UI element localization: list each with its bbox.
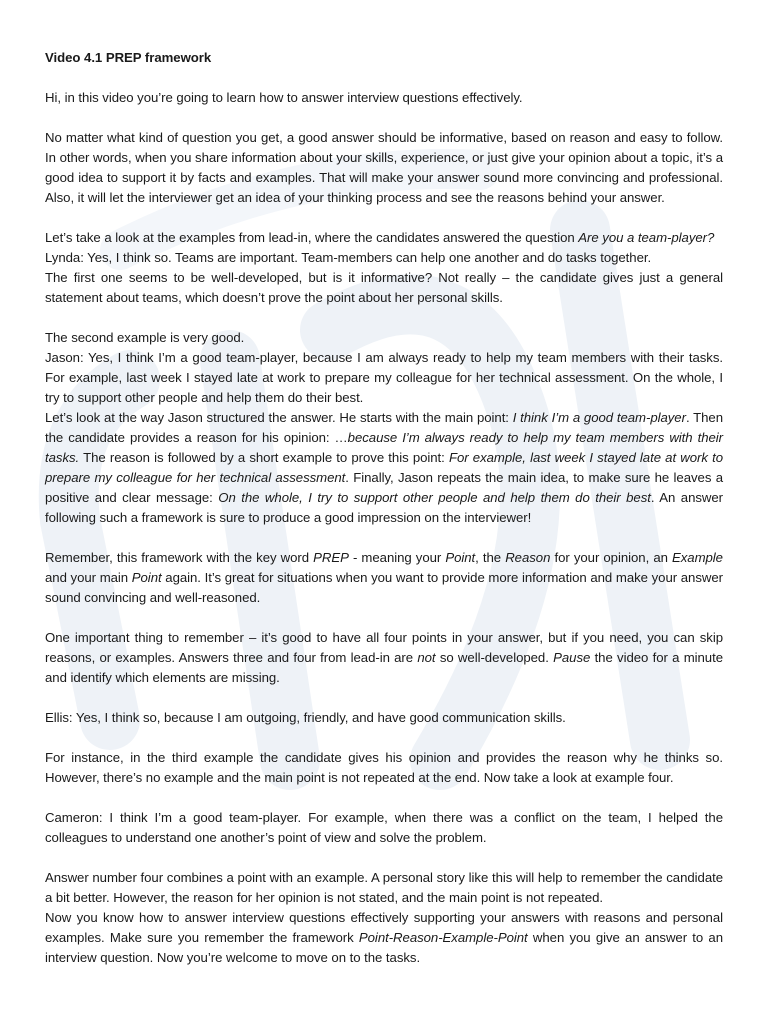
examples-intro-paragraph: Let’s take a look at the examples from lead-in, where the candidates answered the question Are you a team-player? — [45, 230, 715, 245]
fourth-example-analysis: Answer number four combines a point with an example. A personal story like this will help to remember the candidate a bit better. However, the reason for her opinion is not stated, and the main point is not repeated. — [45, 870, 723, 905]
intro-paragraph: Hi, in this video you’re going to learn how to answer interview questions effectively. — [45, 90, 523, 105]
good-answer-paragraph: No matter what kind of question you get, a good answer should be informative, based on reason and easy to follow. In other words, when you share information about your skills, experience, or just give your opinion about a topic, it’s a good idea to support it by facts and examples. That will make your answer sound more convincing and professional. Also, it will let the interviewer get an idea of your thinking process and see the reasons behind your answer. — [45, 130, 723, 205]
closing-paragraph: Now you know how to answer interview questions effectively supporting your answers with reasons and personal examples. Make sure you remember the framework Point-Reason-Example-Point when you give an answer to an interview question. Now you’re welcome to move on to the tasks. — [45, 910, 723, 965]
third-example-analysis: For instance, in the third example the candidate gives his opinion and provides the reason why he thinks so. However, there’s no example and the main point is not repeated at the end. Now take a look at example four. — [45, 750, 723, 785]
ellis-answer: Ellis: Yes, I think so, because I am outgoing, friendly, and have good communication skills. — [45, 710, 566, 725]
prep-definition-paragraph: Remember, this framework with the key word PREP - meaning your Point, the Reason for your opinion, an Example and your main Point again. It’s great for situations when you want to provide more information and make your answer sound convincing and well-reasoned. — [45, 550, 723, 605]
lynda-answer: Lynda: Yes, I think so. Teams are important. Team-members can help one another and do tasks together. — [45, 250, 652, 265]
cameron-answer: Cameron: I think I’m a good team-player. For example, when there was a conflict on the team, I helped the colleagues to understand one another’s point of view and solve the problem. — [45, 810, 723, 845]
skip-elements-paragraph: One important thing to remember – it’s good to have all four points in your answer, but if you need, you can skip reasons, or examples. Answers three and four from lead-in are not so well-developed. Pause the video for a minute and identify which elements are missing. — [45, 630, 723, 685]
jason-structure-analysis: Let’s look at the way Jason structured the answer. He starts with the main point: I think I’m a good team-player. Then the candidate provides a reason for his opinion: …because I’m always ready to help my team members with their tasks. The reason is followed by a short example to prove this point: For example, last week I stayed late at work to prepare my colleague for her technical assessment. Finally, Jason repeats the main idea, to make sure he leaves a positive and clear message: On the whole, I try to support other people and help them do their best. An answer following such a framework is sure to produce a good impression on the interviewer! — [45, 410, 723, 525]
document-title: Video 4.1 PREP framework — [45, 50, 212, 65]
first-example-analysis: The first one seems to be well-developed, but is it informative? Not really – the candidate gives just a general statement about teams, which doesn’t prove the point about her personal skills. — [45, 270, 723, 305]
second-example-intro: The second example is very good. — [45, 330, 245, 345]
jason-answer: Jason: Yes, I think I’m a good team-player, because I am always ready to help my team members with their tasks. For example, last week I stayed late at work to prepare my colleague for her technical assessment. On the whole, I try to support other people and help them do their best. — [45, 350, 723, 405]
document-body — [45, 48, 723, 968]
